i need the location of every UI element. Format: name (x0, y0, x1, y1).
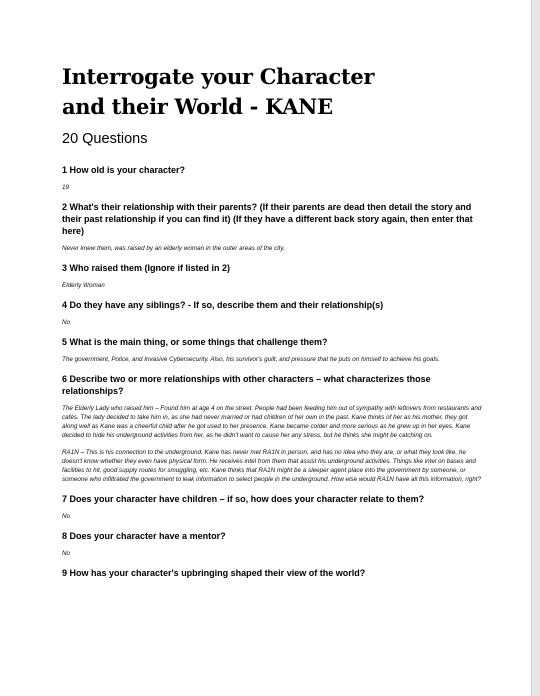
answer-text: No (62, 319, 71, 326)
answer-text: Never knew them, was raised by an elderly woman in the outer areas of the city. (62, 245, 285, 252)
question-block (62, 262, 482, 290)
question-text: 1 How old is your character? (62, 165, 186, 175)
question-text: 9 How has your character's upbringing shaped their view of the world? (62, 568, 366, 578)
answer-text: No (62, 513, 71, 520)
answer-text: Elderly Woman (62, 282, 105, 289)
question-text: 8 Does your character have a mentor? (62, 531, 226, 541)
answer-text: The Elderly Lady who raised him – Found him at age 4 on the street. People had been feeding him out of sympathy with leftovers from restaurants and cafés. The lady decided to take him in, as she had never married or had children of her own in the past. Kane thinks of her as his mother, they got along well as Kane was a cheerful child after he got used to her presence. Kane became colder and more serious as he grew up in her eyes. Kane decided to hide his underground activities from her, as he didn't want to cause her any stress, but he thinks she might be catching on. (62, 405, 482, 439)
document-content (62, 62, 482, 579)
question-block (62, 493, 482, 521)
question-block (62, 373, 482, 484)
question-text: 6 Describe two or more relationships with other characters – what characterizes those relationships? (62, 374, 431, 396)
answer-text: No (62, 550, 71, 557)
document-title (62, 62, 482, 122)
question-list (62, 164, 482, 579)
question-block (62, 530, 482, 558)
question-block (62, 299, 482, 327)
document-subtitle: 20 Questions (62, 131, 148, 147)
question-text: 7 Does your character have children – if so, how does your character relate to them? (62, 494, 425, 504)
question-block (62, 164, 482, 192)
page-gutter (531, 0, 540, 696)
question-block (62, 201, 482, 253)
question-block (62, 567, 482, 579)
question-text: 2 What's their relationship with their parents? (If their parents are dead then detail the story and their past relationship if you can find it) (If they have a different back story again, then enter that here) (62, 202, 473, 236)
question-text: 5 What is the main thing, or some things that challenge them? (62, 337, 328, 347)
title-line-2: and their World - KANE (62, 94, 333, 119)
answer-text: 19 (62, 184, 70, 191)
question-text: 3 Who raised them (Ignore if listed in 2) (62, 263, 231, 273)
answer-text: RA1N – This is his connection to the underground. Kane has never met RA1N in person, and has no idea who they are, or what they look like, he doesn't know whether they even have physical form. He receives intel from them that assist his underground activities. Things like intel on bases and facilities to hit, good supply routes for smuggling, etc. Kane thinks that RA1N might be a sleeper agent place into the government by someone, or someone who infiltrated the government to leak information to select people in the underground. How else would RA1N have all this information, right? (62, 449, 481, 483)
question-text: 4 Do they have any siblings? - If so, describe them and their relationship(s) (62, 300, 384, 310)
question-block (62, 336, 482, 364)
title-line-1: Interrogate your Character (62, 64, 375, 89)
answer-text: The government, Police, and Invasive Cybersecurity. Also, his survivor's guilt, and pressure that he puts on himself to achieve his goals. (62, 356, 440, 363)
